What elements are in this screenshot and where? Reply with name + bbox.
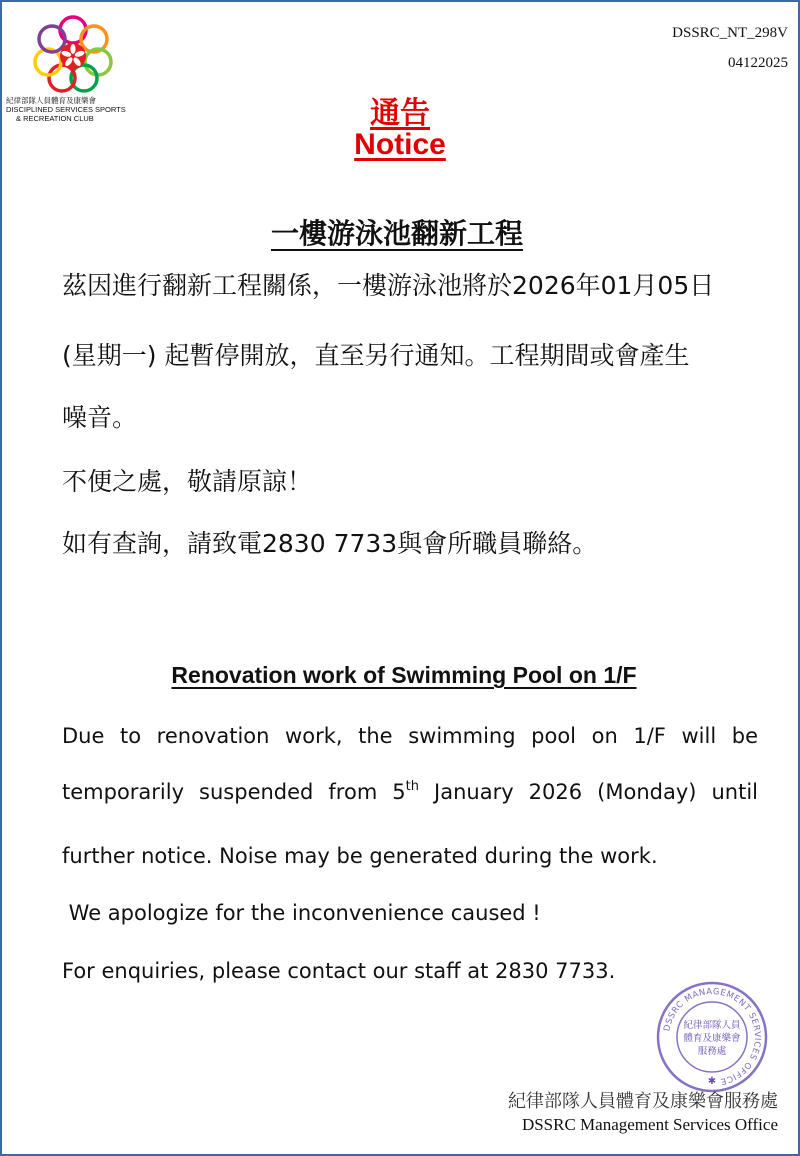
reference-date: 04122025 bbox=[728, 55, 788, 71]
english-line-3: further notice. Noise may be generated during the work. bbox=[62, 844, 658, 868]
chinese-line-3: 噪音。 bbox=[62, 403, 138, 432]
english-line-2a: temporarily suspended from 5 bbox=[62, 780, 406, 804]
chinese-line-2: (星期一) 起暫停開放，直至另行通知。工程期間或會產生 bbox=[62, 341, 690, 370]
chinese-enquiry: 如有查詢，請致電2830 7733與會所職員聯絡。 bbox=[62, 529, 598, 558]
english-heading: Renovation work of Swimming Pool on 1/F bbox=[171, 662, 637, 688]
logo-text-zh: 紀律部隊人員體育及康樂會 bbox=[6, 96, 96, 105]
seal-stamp-icon bbox=[655, 980, 769, 1094]
notice-title-en: Notice bbox=[354, 128, 446, 161]
footer-org-zh: 紀律部隊人員體育及康樂會服務處 bbox=[508, 1091, 778, 1112]
english-line-1: Due to renovation work, the swimming pool on 1/F will be bbox=[62, 724, 758, 748]
seal-ring-text: DSSRC MANAGEMENT SERVICES OFFICE bbox=[662, 986, 763, 1087]
notice-title-zh: 通告 bbox=[370, 96, 430, 131]
chinese-line-1: 茲因進行翻新工程關係，一樓游泳池將於2026年01月05日 bbox=[62, 271, 715, 300]
seal-center-line-3: 服務處 bbox=[697, 1046, 727, 1057]
chinese-apology: 不便之處，敬請原諒！ bbox=[62, 467, 313, 496]
svg-text:✱: ✱ bbox=[707, 1076, 717, 1087]
logo-text-en-1: DISCIPLINED SERVICES SPORTS bbox=[6, 105, 126, 114]
english-line-2 bbox=[62, 778, 758, 806]
english-line-2-superscript: th bbox=[405, 779, 420, 794]
reference-block bbox=[672, 18, 788, 78]
chinese-heading: 一樓游泳池翻新工程 bbox=[270, 217, 523, 250]
seal-center-line-1: 紀律部隊人員 bbox=[683, 1020, 741, 1031]
footer-org-en: DSSRC Management Services Office bbox=[521, 1115, 778, 1134]
club-logo bbox=[24, 14, 122, 94]
reference-code: DSSRC_NT_298V bbox=[672, 25, 788, 41]
english-enquiry: For enquiries, please contact our staff at 2830 7733. bbox=[62, 959, 616, 983]
office-seal bbox=[655, 980, 769, 1094]
english-apology: We apologize for the inconvenience caused ! bbox=[62, 901, 541, 925]
footer-signature bbox=[508, 1090, 778, 1136]
seal-center-line-2: 體育及康樂會 bbox=[683, 1033, 741, 1044]
english-line-2b: January 2026 (Monday) until bbox=[419, 780, 758, 804]
flower-rings-logo bbox=[24, 14, 122, 94]
logo-text-en-2: & RECREATION CLUB bbox=[16, 114, 94, 123]
